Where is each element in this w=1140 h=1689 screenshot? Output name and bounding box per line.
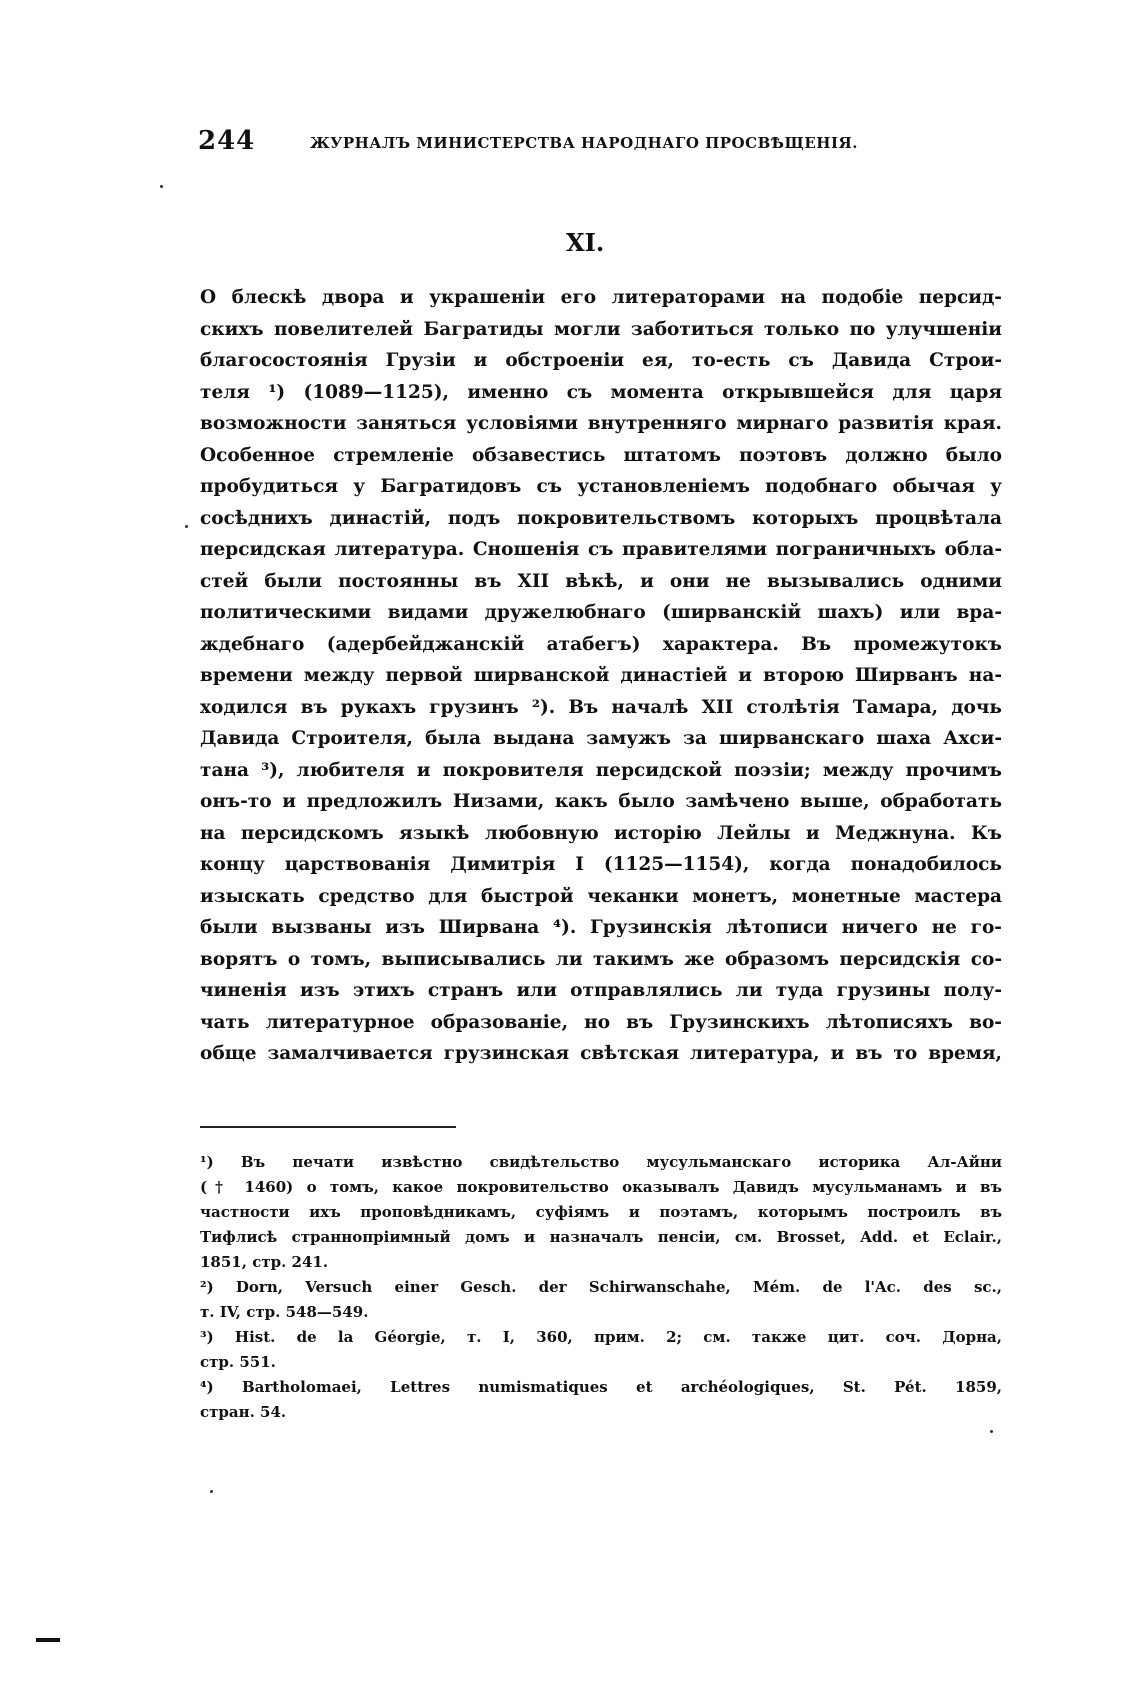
body-line: на персидскомъ языкѣ любовную исторію Лейлы и Меджнуна. Къ: [200, 822, 1002, 844]
body-line: изыскать средство для быстрой чеканки монетъ, монетные мастера: [200, 885, 1002, 907]
body-line: чать литературное образованіе, но въ Грузинскихъ лѣтописяхъ во-: [200, 1011, 1002, 1033]
body-line: теля ¹) (1089—1125), именно съ момента открывшейся для царя: [200, 381, 1002, 403]
footnote-line: Тифлисѣ страннопріимный домъ и назначалъ пенсіи, см. Brosset, Add. et Eclair.,: [200, 1228, 1002, 1246]
body-line: были вызваны изъ Ширвана ⁴). Грузинскія лѣтописи ничего не го-: [200, 917, 1002, 938]
body-line: ждебнаго (адербейджанскій атабегъ) характера. Въ промежутокъ: [200, 633, 1002, 655]
footnote-line: т. IV, стр. 548—549.: [200, 1303, 369, 1321]
scan-speck: [160, 185, 163, 188]
body-line: стей были постоянны въ XII вѣкѣ, и они не вызывались одними: [200, 570, 1002, 592]
footnote-line: ³) Hist. de la Géorgie, т. I, 360, прим. 2; см. также цит. соч. Дорна,: [200, 1328, 1002, 1346]
body-line: политическими видами дружелюбнаго (ширванскій шахъ) или вра-: [200, 602, 1002, 623]
chapter-heading: XI.: [566, 228, 605, 257]
footnote-line: стран. 54.: [200, 1403, 287, 1421]
footnote-line: 1851, стр. 241.: [200, 1253, 329, 1271]
body-line: скихъ повелителей Багратиды могли заботиться только по улучшеніи: [200, 318, 1002, 340]
journal-title: ЖУРНАЛЪ МИНИСТЕРСТВА НАРОДНАГО ПРОСВѢЩЕНІЯ.: [310, 134, 858, 152]
scan-speck: [210, 1490, 213, 1493]
body-text: [200, 282, 1002, 1070]
body-line: ходился въ рукахъ грузинъ ²). Въ началѣ XII столѣтія Тамара, дочь: [200, 696, 1002, 718]
footnote-line: († 1460) о томъ, какое покровительство оказывалъ Давидъ мусульманамъ и въ: [200, 1178, 1002, 1196]
footnote-line: ²) Dorn, Versuch einer Gesch. der Schirwanschahe, Mém. de l'Ac. des sc.,: [200, 1278, 1002, 1296]
scan-speck: [990, 1430, 993, 1433]
footnote-line: ⁴) Bartholomaei, Lettres numismatiques et archéologiques, St. Pét. 1859,: [200, 1378, 1002, 1396]
body-line: возможности заняться условіями внутренняго мирнаго развитія края.: [200, 413, 1002, 434]
body-line: концу царствованія Димитрія I (1125—1154), когда понадобилось: [200, 854, 1002, 875]
body-line: тана ³), любителя и покровителя персидской поэзіи; между прочимъ: [200, 759, 1002, 781]
footnote-line: ¹) Въ печати извѣстно свидѣтельство мусульманскаго историка Ал-Айни: [200, 1153, 1002, 1171]
body-line: времени между первой ширванской династіей и второю Ширванъ на-: [200, 665, 1002, 686]
footnote-rule: [200, 1126, 456, 1128]
body-line: О блескѣ двора и украшеніи его литераторами на подобіе персид-: [200, 287, 1002, 308]
body-line: благосостоянія Грузіи и обстроеніи ея, то-есть съ Давида Строи-: [200, 350, 1002, 371]
footnote-line: стр. 551.: [200, 1353, 276, 1371]
body-line: онъ-то и предложилъ Низами, какъ было замѣчено выше, обработать: [200, 791, 1002, 812]
running-header: [198, 126, 1004, 160]
body-line: Давида Строителя, была выдана замужъ за ширванскаго шаха Ахси-: [200, 728, 1002, 749]
body-line: Особенное стремленіе обзавестись штатомъ поэтовъ должно было: [200, 444, 1002, 466]
body-line: пробудиться у Багратидовъ съ установленіемъ подобнаго обычая у: [200, 476, 1002, 497]
body-line: персидская литература. Сношенія съ правителями пограничныхъ обла-: [200, 539, 1002, 560]
body-line: чиненія изъ этихъ странъ или отправлялись ли туда грузины полу-: [200, 980, 1002, 1001]
body-line: сосѣднихъ династій, подъ покровительствомъ которыхъ процвѣтала: [200, 507, 1002, 529]
body-line: ворятъ о томъ, выписывались ли такимъ же образомъ персидскія со-: [200, 948, 1002, 970]
footnote-line: частности ихъ проповѣдникамъ, суфіямъ и поэтамъ, которымъ построилъ въ: [200, 1203, 1002, 1221]
scan-speck: [185, 525, 188, 528]
margin-dash-mark: [36, 1638, 60, 1642]
body-line: обще замалчивается грузинская свѣтская литература, и въ то время,: [200, 1043, 1002, 1064]
page-number: 244: [198, 126, 256, 156]
footnotes: [200, 1150, 1002, 1425]
